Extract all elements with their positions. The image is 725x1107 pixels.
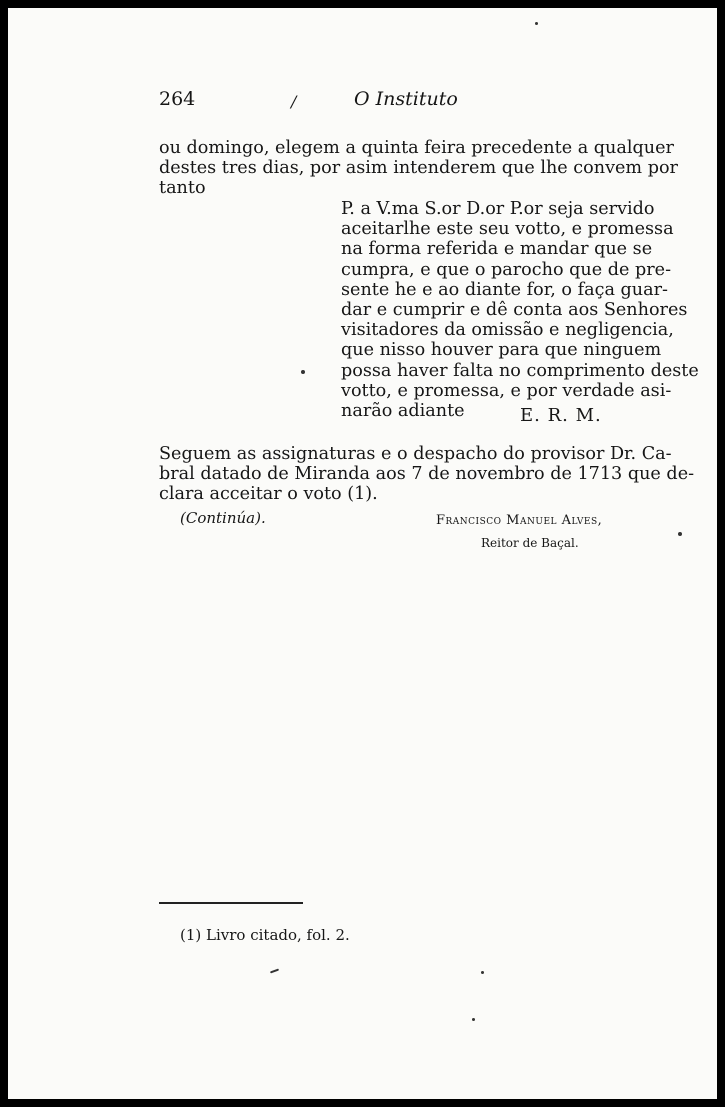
- scan-speck: [270, 969, 279, 974]
- page-number: 264: [159, 88, 196, 110]
- text-line: P. a V.ma S.or D.or P.or seja servido: [341, 199, 655, 219]
- text-line: dar e cumprir e dê conta aos Senhores: [341, 300, 688, 321]
- text-line: sente he e ao diante for, o faça guar-: [341, 279, 668, 300]
- running-title: O Instituto: [354, 88, 458, 110]
- book-page: [8, 8, 717, 1099]
- text-line: possa haver falta no comprimento deste: [341, 360, 699, 381]
- continua-note: (Continúa).: [180, 509, 266, 527]
- text-line: visitadores da omissão e negligencia,: [341, 320, 674, 341]
- text-line: bral datado de Miranda aos 7 de novembro de 1713 que de-: [159, 464, 695, 485]
- header-slash-mark: /: [291, 92, 297, 111]
- author-name: Francisco Manuel Alves,: [436, 513, 603, 528]
- text-line: na forma referida e mandar que se: [341, 239, 653, 260]
- scan-speck: [472, 1018, 475, 1021]
- scan-speck: [481, 971, 484, 974]
- text-line: narão adiante: [341, 401, 465, 422]
- text-line: que nisso houver para que ninguem: [341, 340, 662, 361]
- text-line: cumpra, e que o parocho que de pre-: [341, 259, 672, 280]
- paragraph-2: [159, 444, 695, 505]
- petition-block: [341, 199, 699, 422]
- scan-speck: [678, 532, 682, 536]
- footnote: (1) Livro citado, fol. 2.: [180, 926, 350, 944]
- text-line: tanto: [159, 178, 206, 199]
- text-line: ou domingo, elegem a quinta feira precedente a qualquer: [159, 138, 674, 158]
- author-role: Reitor de Baçal.: [481, 536, 579, 550]
- text-line: aceitarlhe este seu votto, e promessa: [341, 219, 674, 240]
- footnote-rule: [159, 902, 303, 904]
- scan-speck: [535, 22, 538, 25]
- text-line: votto, e promessa, e por verdade asi-: [341, 380, 672, 401]
- text-line: clara acceitar o voto (1).: [159, 484, 378, 505]
- paragraph-1: [159, 138, 678, 199]
- closing-formula: E. R. M.: [520, 405, 602, 426]
- scan-speck: [301, 370, 305, 374]
- text-line: Seguem as assignaturas e o despacho do provisor Dr. Ca-: [159, 444, 672, 464]
- text-line: destes tres dias, por asim intenderem que lhe convem por: [159, 158, 678, 179]
